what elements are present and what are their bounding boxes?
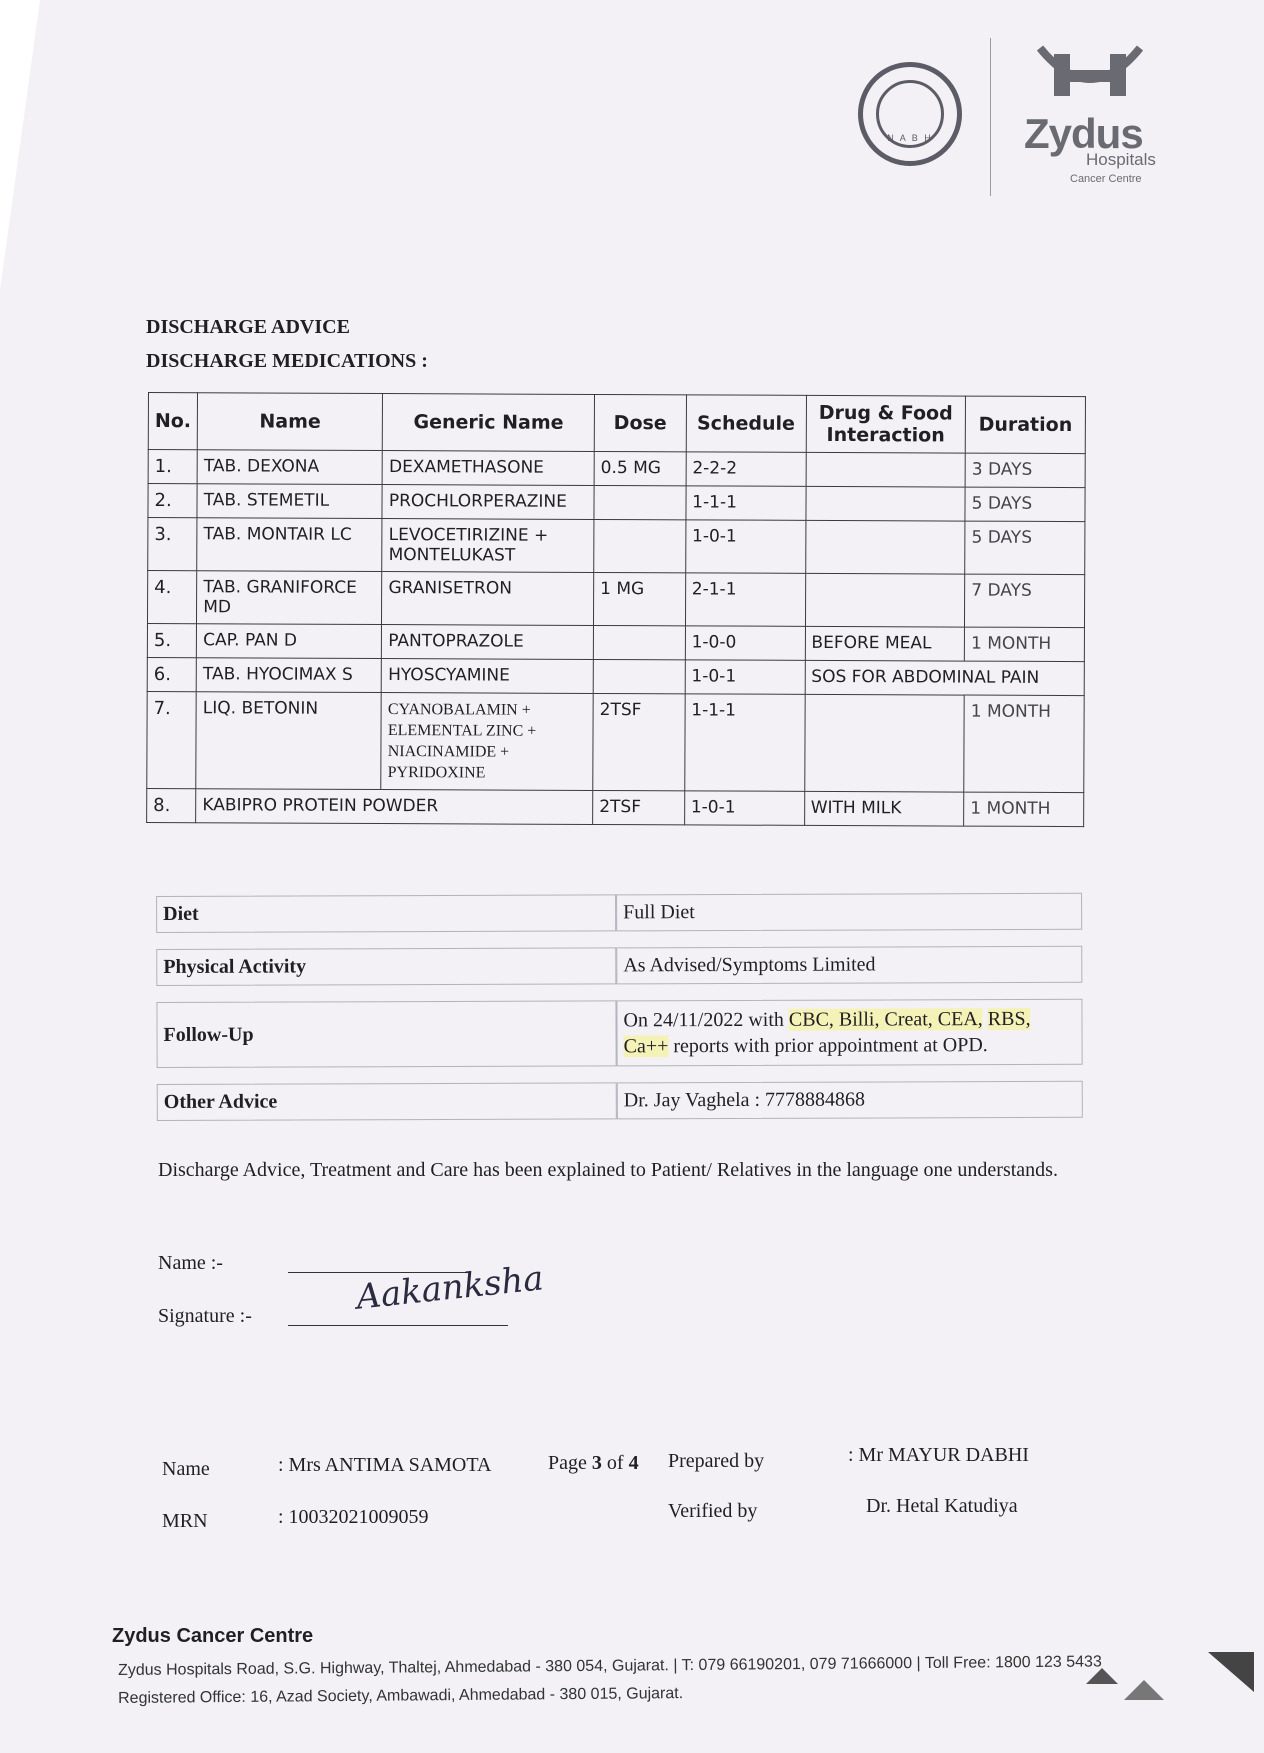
footer-triangle-icon <box>1086 1668 1118 1684</box>
row-no: 8. <box>147 788 196 822</box>
row-duration: 1 MONTH <box>964 695 1084 793</box>
col-header-name: Name <box>197 393 382 451</box>
footer-triangle-icon <box>1124 1680 1164 1700</box>
row-name: LIQ. BETONIN <box>196 692 382 790</box>
row-schedule: 1-0-0 <box>685 626 805 661</box>
row-schedule: 1-1-1 <box>684 694 804 792</box>
footer-corner-icon <box>1208 1652 1254 1692</box>
table-row <box>147 571 1084 628</box>
row-no: 6. <box>147 657 196 691</box>
row-name: TAB. DEXONA <box>197 450 382 485</box>
row-no: 4. <box>147 571 196 624</box>
activity-value: As Advised/Symptoms Limited <box>616 946 1082 985</box>
page-current: 3 <box>591 1452 602 1474</box>
col-header-interaction: Drug & Food Interaction <box>806 395 966 453</box>
row-interaction <box>805 486 965 521</box>
row-interaction: BEFORE MEAL <box>805 626 965 661</box>
row-duration: 3 DAYS <box>965 453 1085 488</box>
row-no: 5. <box>147 624 196 658</box>
footer-title: Zydus Cancer Centre <box>112 1625 314 1647</box>
medications-table <box>146 392 1086 827</box>
row-name: TAB. MONTAIR LC <box>197 518 382 572</box>
page-total: 4 <box>628 1452 639 1474</box>
handwritten-signature: Aakanksha <box>354 1258 546 1318</box>
row-duration: 1 MONTH <box>964 627 1084 662</box>
row-no: 7. <box>147 691 197 788</box>
logo-sub: Hospitals <box>1086 150 1156 169</box>
row-duration: 5 DAYS <box>965 521 1085 575</box>
row-schedule: 2-2-2 <box>686 452 806 487</box>
row-no: 2. <box>148 484 197 518</box>
logo-name: Zydus <box>1024 110 1143 157</box>
row-schedule: 1-1-1 <box>686 486 806 521</box>
advice-row-other <box>157 1081 1083 1121</box>
row-name: TAB. HYOCIMAX S <box>196 658 381 693</box>
row-generic: CYANOBALAMIN + ELEMENTAL ZINC + NIACINAMIDE + PYRIDOXINE <box>381 693 593 791</box>
row-interaction: SOS FOR ABDOMINAL PAIN <box>805 660 1085 695</box>
row-interaction <box>805 520 965 574</box>
verified-by-label: Verified by <box>668 1500 758 1522</box>
page-mid: of <box>601 1452 629 1474</box>
other-advice-label: Other Advice <box>157 1082 617 1121</box>
prepared-by-label: Prepared by <box>668 1450 765 1472</box>
row-generic: DEXAMETHASONE <box>382 451 594 486</box>
table-row <box>148 484 1085 522</box>
row-dose <box>594 485 686 519</box>
row-dose <box>594 519 686 572</box>
verified-by-value: Dr. Hetal Katudiya <box>866 1495 1018 1517</box>
row-generic: PROCHLORPERAZINE <box>382 485 594 520</box>
row-schedule: 2-1-1 <box>685 573 805 627</box>
row-interaction: WITH MILK <box>804 791 964 826</box>
discharge-medications-heading: DISCHARGE MEDICATIONS : <box>146 350 428 372</box>
followup-tests-highlight-1: CBC, Billi, Creat, CEA, <box>788 1008 983 1031</box>
consent-statement: Discharge Advice, Treatment and Care has been explained to Patient/ Relatives in the language one understands. <box>158 1159 1058 1181</box>
row-dose: 1 MG <box>594 572 686 625</box>
logo-unit: Cancer Centre <box>1070 173 1142 185</box>
advice-row-followup <box>156 999 1082 1068</box>
row-generic: HYOSCYAMINE <box>382 659 594 694</box>
zydus-logo-icon <box>1030 40 1150 112</box>
col-header-dose: Dose <box>594 394 686 451</box>
row-name: TAB. STEMETIL <box>197 484 382 519</box>
row-generic: LEVOCETIRIZINE + MONTELUKAST <box>382 519 594 573</box>
followup-value <box>616 999 1082 1067</box>
table-row <box>148 518 1085 575</box>
footer-address: Zydus Hospitals Road, S.G. Highway, Thaltej, Ahmedabad - 380 054, Gujarat. | T: 079 66190201, 079 71666000 | Toll Free: 1800 123 5433 <box>118 1653 1102 1679</box>
row-name: CAP. PAN D <box>197 624 382 659</box>
table-row <box>147 624 1084 662</box>
signoff-signature-label: Signature :- <box>158 1305 252 1327</box>
row-interaction <box>806 452 966 487</box>
table-row <box>148 450 1085 488</box>
mrn-label: MRN <box>162 1510 208 1532</box>
col-header-duration: Duration <box>965 396 1085 454</box>
prepared-by-value: : Mr MAYUR DABHI <box>848 1444 1029 1466</box>
row-no: 1. <box>148 450 197 484</box>
row-duration: 1 MONTH <box>964 792 1084 827</box>
nabh-seal-icon <box>858 62 962 166</box>
signoff-name-label: Name :- <box>158 1252 223 1274</box>
table-row <box>147 691 1084 792</box>
col-header-generic: Generic Name <box>383 394 595 452</box>
row-interaction <box>804 694 964 792</box>
advice-row-diet <box>156 893 1082 933</box>
signature-line <box>288 1325 508 1326</box>
followup-post: reports with prior appointment at OPD. <box>668 1034 988 1058</box>
row-dose: 0.5 MG <box>594 451 686 485</box>
other-advice-value: Dr. Jay Vaghela : 7778884868 <box>617 1081 1083 1120</box>
mrn-value: : 10032021009059 <box>278 1506 429 1528</box>
page-indicator <box>548 1452 639 1475</box>
row-dose: 2TSF <box>593 790 685 824</box>
row-duration: 5 DAYS <box>965 487 1085 522</box>
row-schedule: 1-0-1 <box>685 660 805 695</box>
activity-label: Physical Activity <box>156 947 616 986</box>
table-header-row <box>148 393 1085 454</box>
row-interaction <box>805 573 965 627</box>
nabh-seal-text: N A B H <box>887 133 933 143</box>
table-row <box>147 788 1084 826</box>
col-header-schedule: Schedule <box>686 395 806 453</box>
row-duration: 7 DAYS <box>965 574 1085 628</box>
row-name: KABIPRO PROTEIN POWDER <box>196 789 593 825</box>
followup-label: Follow-Up <box>156 1000 616 1068</box>
row-schedule: 1-0-1 <box>684 791 804 826</box>
row-dose <box>593 659 685 693</box>
row-dose <box>593 625 685 659</box>
followup-tests-highlight-2: RBS, Ca++ <box>623 1007 1031 1058</box>
patient-name-label: Name <box>162 1458 210 1480</box>
advice-row-activity <box>156 946 1082 986</box>
table-row <box>147 657 1084 695</box>
page-pre: Page <box>548 1452 592 1474</box>
footer-registered-office: Registered Office: 16, Azad Society, Ambawadi, Ahmedabad - 380 015, Gujarat. <box>118 1685 684 1707</box>
row-dose: 2TSF <box>593 693 685 790</box>
row-generic: GRANISETRON <box>382 572 594 626</box>
patient-name-value: : Mrs ANTIMA SAMOTA <box>278 1454 492 1476</box>
discharge-advice-heading: DISCHARGE ADVICE <box>146 316 350 338</box>
diet-value: Full Diet <box>616 893 1082 932</box>
row-schedule: 1-0-1 <box>685 520 805 574</box>
row-name: TAB. GRANIFORCE MD <box>197 571 382 625</box>
advice-table <box>156 877 1083 1137</box>
diet-label: Diet <box>156 894 616 933</box>
folded-corner <box>0 0 40 290</box>
col-header-no: No. <box>148 393 197 450</box>
row-no: 3. <box>148 518 197 571</box>
header-divider <box>990 38 991 196</box>
row-generic: PANTOPRAZOLE <box>382 625 594 660</box>
followup-pre: On 24/11/2022 with <box>623 1008 789 1032</box>
